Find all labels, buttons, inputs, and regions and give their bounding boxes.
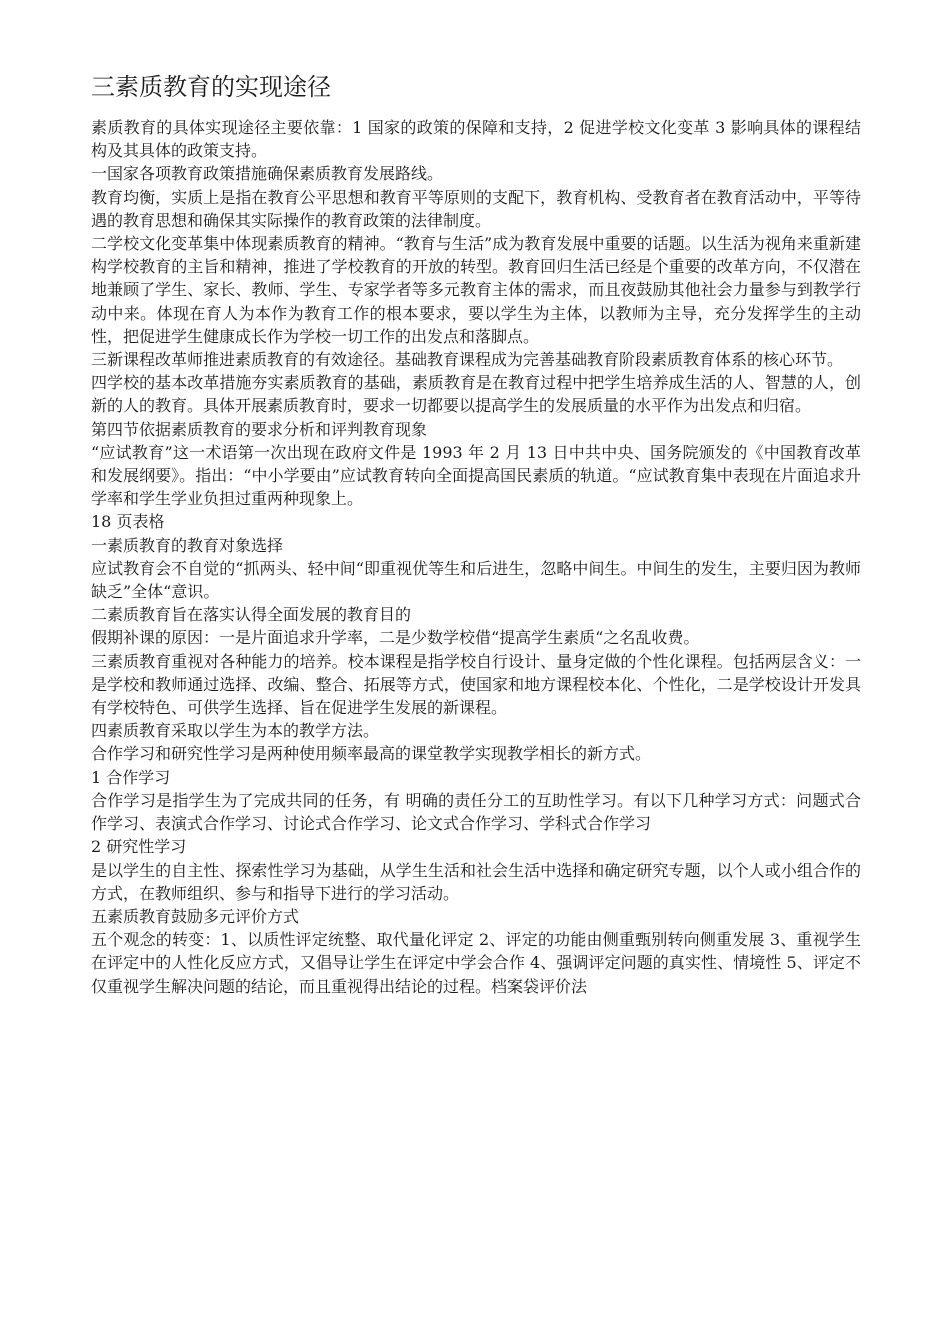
paragraph-research-text: 是以学生的自主性、探索性学习为基础，从学生生活和社会生活中选择和确定研究专题，以个人或小组合作的方式，在教师组织、参与和指导下进行的学习活动。 xyxy=(91,860,861,903)
paragraph-coop-text: 合作学习是指学生为了完成共同的任务，有 明确的责任分工的互助性学习。有以下几种学习方式：问题式合作学习、表演式合作学习、讨论式合作学习、论文式合作学习、学科式合作学习 xyxy=(91,790,861,834)
paragraph-school-reform: 四学校的基本改革措施夯实素质教育的基础，素质教育是在教育过程中把学生培养成生活的人、智慧的人，创新的人的教育。具体开展素质教育时，要求一切都要以提高学生的发展质量的水平作为出发点和归宿。 xyxy=(91,373,861,416)
paragraph-evaluation-heading: 五素质教育鼓励多元评价方式 xyxy=(91,906,300,926)
paragraph-research-heading: 2 研究性学习 xyxy=(91,837,187,857)
paragraph-table-ref: 18 页表格 xyxy=(91,512,165,532)
paragraph-goal-text: 假期补课的原因：一是片面追求升学率，二是少数学校借“提高学生素质“之名乱收费。 xyxy=(91,628,700,648)
paragraph-object-text: 应试教育会不自觉的“抓两头、轻中间“即重视优等生和后进生，忽略中间生。中间生的发生，主要归因为教师缺乏”全体“意识。 xyxy=(91,558,861,602)
paragraph-object-heading: 一素质教育的教育对象选择 xyxy=(91,535,284,555)
paragraph-abilities: 三素质教育重视对各种能力的培养。校本课程是指学校自行设计、量身定做的个性化课程。包括两层含义：一是学校和教师通过选择、改编、整合、拓展等方式，使国家和地方课程校本化、个性化，二是学校设计开发具有学校特色、可供学生选择、旨在促进学生发展的新课程。 xyxy=(91,651,861,718)
paragraph-school-culture: 二学校文化变革集中体现素质教育的精神。“教育与生活”成为教育发展中重要的话题。以生活为视角来重新建构学校教育的主旨和精神，推进了学校教育的开放的转型。教育回归生活已经是个重要的改革方向，不仅潜在地兼顾了学生、家长、教师、学生、专家学者等多元教育主体的需求，而且夜鼓励其他社会力量参与到教学行动中来。体现在育人为本作为教育工作的根本要求，要以学生为主体，以教师为主导，充分发挥学生的主动性，把促进学生健康成长作为学校一切工作的出发点和落脚点。 xyxy=(91,234,861,346)
paragraph-equity: 教育均衡，实质上是指在教育公平思想和教育平等原则的支配下，教育机构、受教育者在教育活动中，平等待遇的教育思想和确保其实际操作的教育政策的法律制度。 xyxy=(91,187,861,230)
document-page xyxy=(91,70,861,998)
paragraph-method-heading: 四素质教育采取以学生为本的教学方法。 xyxy=(91,721,380,741)
section-heading-4: 第四节依据素质教育的要求分析和评判教育现象 xyxy=(91,419,428,439)
paragraph-method-text: 合作学习和研究性学习是两种使用频率最高的课堂教学实现教学相长的新方式。 xyxy=(91,744,652,764)
paragraph-policy-heading: 一国家各项教育政策措施确保素质教育发展路线。 xyxy=(91,164,444,184)
paragraph-coop-heading: 1 合作学习 xyxy=(91,767,171,787)
paragraph-goal-heading: 二素质教育旨在落实认得全面发展的教育目的 xyxy=(91,605,412,625)
paragraph-curriculum-reform: 三新课程改革师推进素质教育的有效途径。基础教育课程成为完善基础教育阶段素质教育体系的核心环节。 xyxy=(91,350,844,370)
paragraph-intro: 素质教育的具体实现途径主要依靠：1 国家的政策的保障和支持，2 促进学校文化变革 3 影响具体的课程结构及其具体的政策支持。 xyxy=(91,118,861,161)
paragraph-evaluation-text: 五个观念的转变：1、以质性评定统整、取代量化评定 2、评定的功能由侧重甄别转向侧重发展 3、重视学生在评定中的人性化反应方式，又倡导让学生在评定中学会合作 4、强调评定问题的真实性、情境性 5、评定不仅重视学生解决问题的结论，而且重视得出结论的过程。档案袋评价法 xyxy=(91,930,861,996)
document-title: 三素质教育的实现途径 xyxy=(91,73,331,101)
paragraph-exam-education: “应试教育”这一术语第一次出现在政府文件是 1993 年 2 月 13 日中共中央、国务院颁发的《中国教育改革和发展纲要》。指出：“中小学要由”应试教育转向全面提高国民素质的轨道。“应试教育集中表现在片面追求升学率和学生学业负担过重两种现象上。 xyxy=(91,442,861,509)
